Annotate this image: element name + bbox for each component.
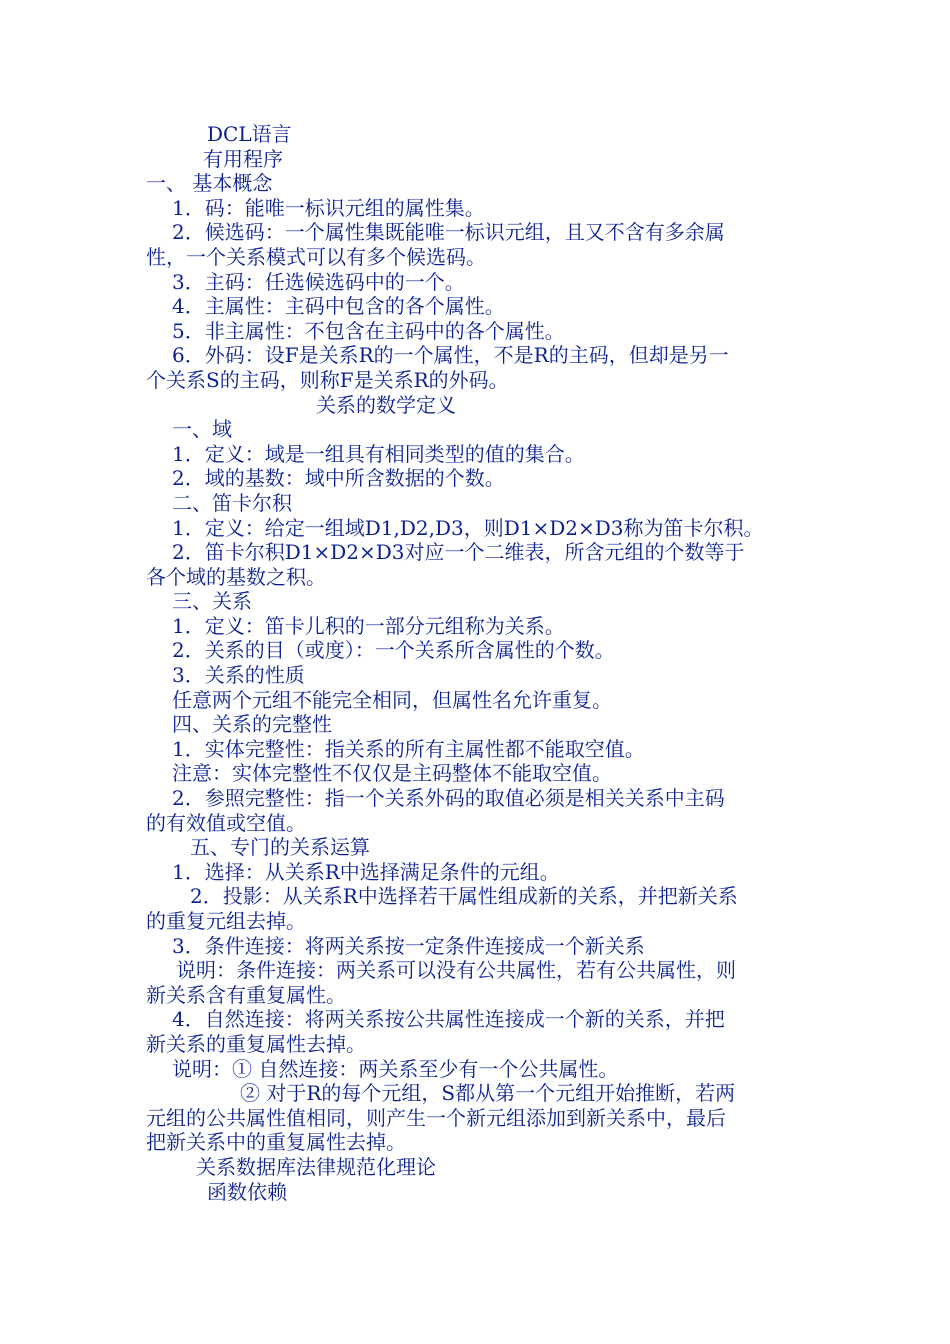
text-line: 的有效值或空值。 xyxy=(146,810,306,835)
text-line: 1．定义：给定一组域D1,D2,D3，则D1×D2×D3称为笛卡尔积。 xyxy=(172,515,764,540)
text-line: 关系数据库法律规范化理论 xyxy=(196,1154,436,1179)
text-line: 2．域的基数：域中所含数据的个数。 xyxy=(172,466,505,491)
text-line: 性，一个关系模式可以有多个候选码。 xyxy=(146,244,486,269)
text-line: 1．选择：从关系R中选择满足条件的元组。 xyxy=(172,859,560,884)
document-body xyxy=(0,122,950,1204)
text-line: 个关系S的主码，则称F是关系R的外码。 xyxy=(146,367,509,392)
text-line: 2．参照完整性：指一个关系外码的取值必须是相关关系中主码 xyxy=(172,786,725,811)
text-line: 新关系含有重复属性。 xyxy=(146,982,346,1007)
text-line: 一、域 xyxy=(172,417,232,442)
text-line: 注意：实体完整性不仅仅是主码整体不能取空值。 xyxy=(172,761,612,786)
text-line: 各个域的基数之积。 xyxy=(146,564,326,589)
text-line: 三、关系 xyxy=(172,589,252,614)
text-line: 6．外码：设F是关系R的一个属性，不是R的主码，但却是另一 xyxy=(172,343,729,368)
text-line: 3．主码：任选候选码中的一个。 xyxy=(172,269,465,294)
text-line: 说明：条件连接：两关系可以没有公共属性，若有公共属性，则 xyxy=(176,958,736,983)
text-line: 1．码：能唯一标识元组的属性集。 xyxy=(172,195,485,220)
text-line: 2．关系的目（或度）：一个关系所含属性的个数。 xyxy=(172,638,615,663)
text-line: 元组的公共属性值相同，则产生一个新元组添加到新关系中，最后 xyxy=(146,1105,726,1130)
text-line: 有用程序 xyxy=(203,146,283,171)
text-line: ② 对于R的每个元组，S都从第一个元组开始推断，若两 xyxy=(240,1081,736,1106)
text-line: 1．定义：笛卡儿积的一部分元组称为关系。 xyxy=(172,613,565,638)
text-line: 五、专门的关系运算 xyxy=(190,835,370,860)
text-line: 2．笛卡尔积D1×D2×D3对应一个二维表，所含元组的个数等于 xyxy=(172,540,745,565)
text-line: 1．实体完整性：指关系的所有主属性都不能取空值。 xyxy=(172,736,645,761)
text-line: 2．投影：从关系R中选择若干属性组成新的关系，并把新关系 xyxy=(190,884,738,909)
text-line: 5．非主属性：不包含在主码中的各个属性。 xyxy=(172,318,565,343)
text-line: 4．自然连接：将两关系按公共属性连接成一个新的关系，并把 xyxy=(172,1007,725,1032)
text-line: 1．定义：域是一组具有相同类型的值的集合。 xyxy=(172,441,585,466)
text-line: 说明：① 自然连接：两关系至少有一个公共属性。 xyxy=(172,1056,619,1081)
text-line: 二、笛卡尔积 xyxy=(172,490,292,515)
text-line: 4．主属性：主码中包含的各个属性。 xyxy=(172,294,505,319)
text-line: 一、 基本概念 xyxy=(146,171,273,196)
text-line: 函数依赖 xyxy=(207,1179,287,1204)
text-line: 四、关系的完整性 xyxy=(172,712,332,737)
text-line: 3．条件连接：将两关系按一定条件连接成一个新关系 xyxy=(172,933,645,958)
text-line: 新关系的重复属性去掉。 xyxy=(146,1031,366,1056)
text-line: 把新关系中的重复属性去掉。 xyxy=(146,1130,406,1155)
text-line: 任意两个元组不能完全相同，但属性名允许重复。 xyxy=(172,687,612,712)
text-line: 的重复元组去掉。 xyxy=(146,909,306,933)
text-line: DCL语言 xyxy=(207,122,292,146)
text-line: 2．候选码：一个属性集既能唯一标识元组，且又不含有多余属 xyxy=(172,220,725,245)
text-line: 3．关系的性质 xyxy=(172,663,305,688)
text-line: 关系的数学定义 xyxy=(316,392,456,417)
